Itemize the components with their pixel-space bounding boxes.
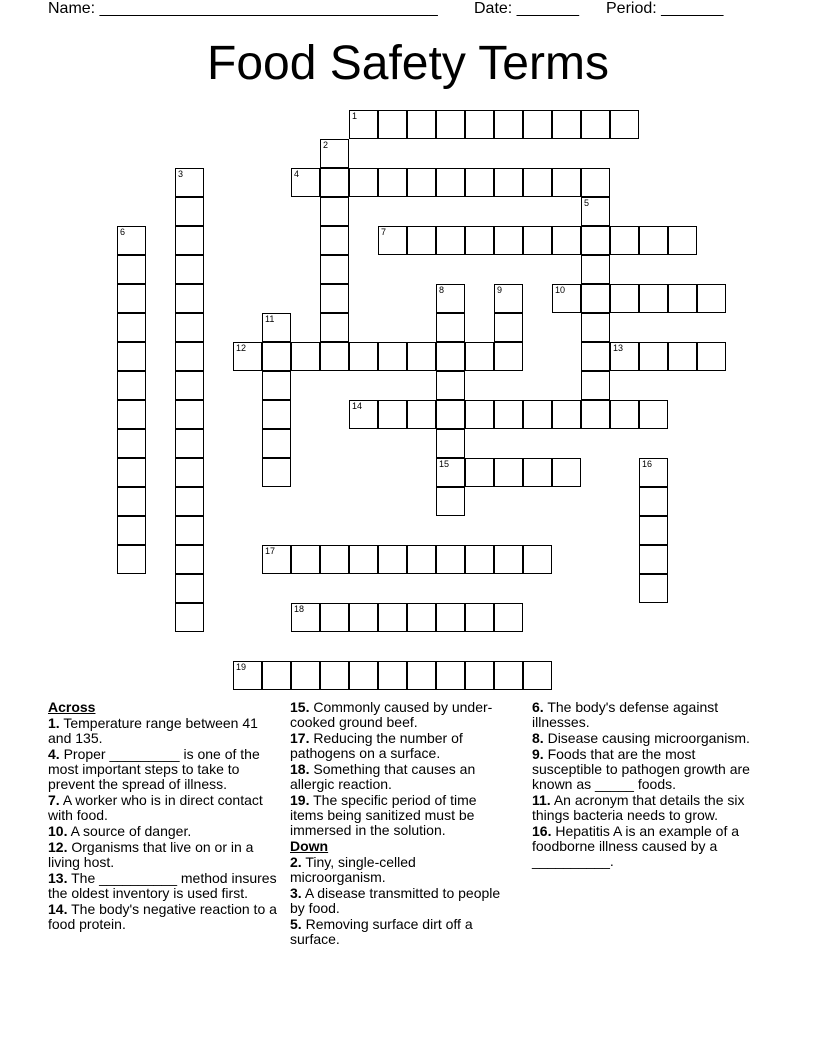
crossword-cell[interactable] (465, 545, 494, 574)
crossword-cell[interactable] (523, 545, 552, 574)
crossword-cell[interactable] (523, 226, 552, 255)
crossword-cell[interactable] (552, 168, 581, 197)
crossword-cell[interactable] (494, 284, 523, 313)
crossword-cell[interactable] (552, 284, 581, 313)
crossword-cell[interactable] (436, 458, 465, 487)
crossword-cell[interactable] (697, 284, 726, 313)
cell-number: 3 (178, 169, 184, 179)
crossword-cell[interactable] (349, 110, 378, 139)
crossword-cell[interactable] (320, 661, 349, 690)
cell-number: 14 (352, 401, 363, 411)
clue-column-1 (48, 700, 280, 933)
crossword-cell[interactable] (436, 661, 465, 690)
clue-column-3 (532, 700, 768, 870)
crossword-cell[interactable] (494, 400, 523, 429)
cell-number: 10 (555, 285, 566, 295)
crossword-cell[interactable] (175, 226, 204, 255)
crossword-cell[interactable] (436, 168, 465, 197)
crossword-cell[interactable] (610, 110, 639, 139)
down-heading: Down (290, 838, 329, 854)
crossword-cell[interactable] (117, 458, 146, 487)
crossword-cell[interactable] (175, 487, 204, 516)
crossword-cell[interactable] (494, 110, 523, 139)
crossword-cell[interactable] (436, 603, 465, 632)
crossword-cell[interactable] (581, 342, 610, 371)
crossword-cell[interactable] (465, 110, 494, 139)
crossword-cell[interactable] (117, 284, 146, 313)
cell-number: 6 (120, 227, 126, 237)
cell-number: 17 (265, 546, 276, 556)
crossword-cell[interactable] (117, 226, 146, 255)
clue-across-10: 10. A source of danger. (48, 823, 192, 839)
crossword-cell[interactable] (175, 342, 204, 371)
crossword-cell[interactable] (407, 661, 436, 690)
crossword-cell[interactable] (523, 661, 552, 690)
crossword-cell[interactable] (610, 226, 639, 255)
crossword-cell[interactable] (320, 545, 349, 574)
cell-number: 12 (236, 343, 247, 353)
clue-across-7: 7. A worker who is in direct contact with food. (48, 792, 263, 823)
clue-across-15: 15. Commonly caused by under-cooked ground beef. (290, 699, 493, 730)
crossword-cell[interactable] (436, 226, 465, 255)
crossword-cell[interactable] (175, 574, 204, 603)
crossword-cell[interactable] (175, 400, 204, 429)
crossword-cell[interactable] (291, 342, 320, 371)
crossword-cell[interactable] (175, 458, 204, 487)
crossword-cell[interactable] (465, 661, 494, 690)
crossword-cell[interactable] (581, 400, 610, 429)
crossword-cell[interactable] (610, 342, 639, 371)
crossword-cell[interactable] (262, 400, 291, 429)
clue-across-14: 14. The body's negative reaction to a food protein. (48, 901, 277, 932)
crossword-cell[interactable] (117, 429, 146, 458)
crossword-cell[interactable] (465, 603, 494, 632)
crossword-cell[interactable] (465, 168, 494, 197)
crossword-cell[interactable] (581, 255, 610, 284)
crossword-cell[interactable] (523, 400, 552, 429)
crossword-cell[interactable] (639, 226, 668, 255)
clue-column-2 (290, 700, 502, 948)
crossword-cell[interactable] (175, 284, 204, 313)
crossword-cell[interactable] (436, 110, 465, 139)
clue-across-13: 13. The __________ method insures the oldest inventory is used first. (48, 870, 277, 901)
cell-number: 5 (584, 198, 590, 208)
crossword-cell[interactable] (349, 661, 378, 690)
clue-across-4: 4. Proper _________ is one of the most important steps to take to prevent the spread of illness. (48, 746, 260, 792)
crossword-cell[interactable] (262, 429, 291, 458)
crossword-cell[interactable] (581, 168, 610, 197)
crossword-cell[interactable] (175, 545, 204, 574)
crossword-cell[interactable] (581, 226, 610, 255)
crossword-cell[interactable] (436, 545, 465, 574)
crossword-cell[interactable] (262, 313, 291, 342)
crossword-cell[interactable] (494, 545, 523, 574)
crossword-cell[interactable] (175, 255, 204, 284)
crossword-cell[interactable] (320, 313, 349, 342)
crossword-cell[interactable] (552, 400, 581, 429)
crossword-cell[interactable] (436, 487, 465, 516)
crossword-cell[interactable] (436, 284, 465, 313)
cell-number: 8 (439, 285, 445, 295)
cell-number: 9 (497, 285, 503, 295)
crossword-cell[interactable] (320, 139, 349, 168)
crossword-cell[interactable] (523, 110, 552, 139)
crossword-cell[interactable] (465, 458, 494, 487)
cell-number: 2 (323, 140, 329, 150)
crossword-cell[interactable] (320, 284, 349, 313)
crossword-cell[interactable] (697, 342, 726, 371)
clue-down-5: 5. Removing surface dirt off a surface. (290, 916, 473, 947)
crossword-cell[interactable] (436, 313, 465, 342)
crossword-cell[interactable] (117, 342, 146, 371)
crossword-cell[interactable] (262, 458, 291, 487)
crossword-cell[interactable] (465, 226, 494, 255)
crossword-cell[interactable] (523, 168, 552, 197)
crossword-cell[interactable] (117, 545, 146, 574)
crossword-cell[interactable] (291, 168, 320, 197)
cell-number: 16 (642, 459, 653, 469)
crossword-cell[interactable] (291, 603, 320, 632)
name-field-label[interactable]: Name: ______________________________________ (48, 0, 438, 17)
crossword-cell[interactable] (349, 342, 378, 371)
crossword-cell[interactable] (175, 516, 204, 545)
clue-across-18: 18. Something that causes an allergic reaction. (290, 761, 476, 792)
crossword-cell[interactable] (378, 545, 407, 574)
crossword-cell[interactable] (465, 342, 494, 371)
cell-number: 11 (265, 314, 275, 324)
crossword-cell[interactable] (349, 545, 378, 574)
crossword-cell[interactable] (349, 400, 378, 429)
crossword-cell[interactable] (407, 545, 436, 574)
clue-across-17: 17. Reducing the number of pathogens on a surface. (290, 730, 463, 761)
clue-across-1: 1. Temperature range between 41 and 135. (48, 715, 258, 746)
clue-across-19: 19. The specific period of time items being sanitized must be immersed in the solution. (290, 792, 477, 838)
crossword-cell[interactable] (378, 342, 407, 371)
crossword-cell[interactable] (407, 400, 436, 429)
crossword-cell[interactable] (378, 226, 407, 255)
crossword-cell[interactable] (378, 110, 407, 139)
crossword-cell[interactable] (639, 342, 668, 371)
clue-down-9: 9. Foods that are the most susceptible to pathogen growth are known as _____ foods. (532, 746, 750, 792)
cell-number: 7 (381, 227, 387, 237)
clue-across-12: 12. Organisms that live on or in a living host. (48, 839, 254, 870)
crossword-cell[interactable] (320, 603, 349, 632)
crossword-cell[interactable] (639, 574, 668, 603)
crossword-cell[interactable] (262, 342, 291, 371)
page-title: Food Safety Terms (207, 37, 609, 90)
crossword-cell[interactable] (117, 313, 146, 342)
crossword-cell[interactable] (494, 313, 523, 342)
crossword-cell[interactable] (494, 168, 523, 197)
crossword-cell[interactable] (639, 458, 668, 487)
crossword-cell[interactable] (610, 400, 639, 429)
crossword-cell[interactable] (639, 487, 668, 516)
clue-down-2: 2. Tiny, single-celled microorganism. (290, 854, 416, 885)
crossword-cell[interactable] (349, 603, 378, 632)
crossword-cell[interactable] (436, 371, 465, 400)
crossword-cell[interactable] (639, 284, 668, 313)
clue-down-6: 6. The body's defense against illnesses. (532, 699, 719, 730)
cell-number: 13 (613, 343, 624, 353)
crossword-cell[interactable] (320, 226, 349, 255)
crossword-cell[interactable] (378, 400, 407, 429)
crossword-cell[interactable] (262, 661, 291, 690)
crossword-cell[interactable] (581, 313, 610, 342)
crossword-cell[interactable] (494, 458, 523, 487)
crossword-cell[interactable] (262, 545, 291, 574)
crossword-cell[interactable] (523, 458, 552, 487)
crossword-cell[interactable] (668, 284, 697, 313)
crossword-cell[interactable] (436, 429, 465, 458)
crossword-cell[interactable] (291, 661, 320, 690)
crossword-cell[interactable] (320, 168, 349, 197)
crossword-cell[interactable] (117, 516, 146, 545)
crossword-cell[interactable] (407, 342, 436, 371)
crossword-cell[interactable] (581, 110, 610, 139)
crossword-cell[interactable] (291, 545, 320, 574)
crossword-cell[interactable] (552, 458, 581, 487)
crossword-cell[interactable] (378, 168, 407, 197)
crossword-cell[interactable] (233, 342, 262, 371)
crossword-cell[interactable] (581, 284, 610, 313)
crossword-cell[interactable] (465, 400, 494, 429)
crossword-cell[interactable] (175, 371, 204, 400)
crossword-cell[interactable] (407, 168, 436, 197)
crossword-cell[interactable] (494, 226, 523, 255)
crossword-cell[interactable] (610, 284, 639, 313)
crossword-cell[interactable] (581, 197, 610, 226)
crossword-cell[interactable] (407, 110, 436, 139)
crossword-cell[interactable] (436, 400, 465, 429)
crossword-cell[interactable] (407, 603, 436, 632)
cell-number: 4 (294, 169, 300, 179)
crossword-cell[interactable] (552, 110, 581, 139)
crossword-cell[interactable] (262, 371, 291, 400)
crossword-cell[interactable] (494, 661, 523, 690)
crossword-cell[interactable] (320, 197, 349, 226)
clue-down-8: 8. Disease causing microorganism. (532, 730, 750, 746)
crossword-cell[interactable] (639, 516, 668, 545)
crossword-cell[interactable] (320, 342, 349, 371)
period-field-label[interactable]: Period: _______ (606, 0, 724, 17)
crossword-cell[interactable] (320, 255, 349, 284)
crossword-cell[interactable] (639, 545, 668, 574)
crossword-cell[interactable] (175, 429, 204, 458)
crossword-cell[interactable] (407, 226, 436, 255)
date-field-label[interactable]: Date: _______ (474, 0, 579, 17)
crossword-cell[interactable] (117, 487, 146, 516)
cell-number: 1 (352, 111, 358, 121)
crossword-cell[interactable] (436, 342, 465, 371)
crossword-cell[interactable] (117, 371, 146, 400)
crossword-cell[interactable] (668, 226, 697, 255)
crossword-cell[interactable] (175, 603, 204, 632)
crossword-cell[interactable] (552, 226, 581, 255)
crossword-cell[interactable] (668, 342, 697, 371)
crossword-cell[interactable] (175, 197, 204, 226)
crossword-cell[interactable] (175, 313, 204, 342)
cell-number: 18 (294, 604, 305, 614)
crossword-cell[interactable] (233, 661, 262, 690)
clue-down-11: 11. An acronym that details the six things bacteria needs to grow. (532, 792, 745, 823)
crossword-cell[interactable] (349, 168, 378, 197)
crossword-cell[interactable] (117, 255, 146, 284)
crossword-cell[interactable] (378, 661, 407, 690)
crossword-cell[interactable] (581, 371, 610, 400)
clue-down-3: 3. A disease transmitted to people by food. (290, 885, 501, 916)
cell-number: 19 (236, 662, 247, 672)
crossword-cell[interactable] (494, 342, 523, 371)
crossword-cell[interactable] (378, 603, 407, 632)
crossword-cell[interactable] (175, 168, 204, 197)
across-heading: Across (48, 699, 96, 715)
crossword-cell[interactable] (117, 400, 146, 429)
clue-down-16: 16. Hepatitis A is an example of a foodborne illness caused by a __________. (532, 823, 740, 869)
crossword-cell[interactable] (494, 603, 523, 632)
cell-number: 15 (439, 459, 450, 469)
crossword-cell[interactable] (639, 400, 668, 429)
